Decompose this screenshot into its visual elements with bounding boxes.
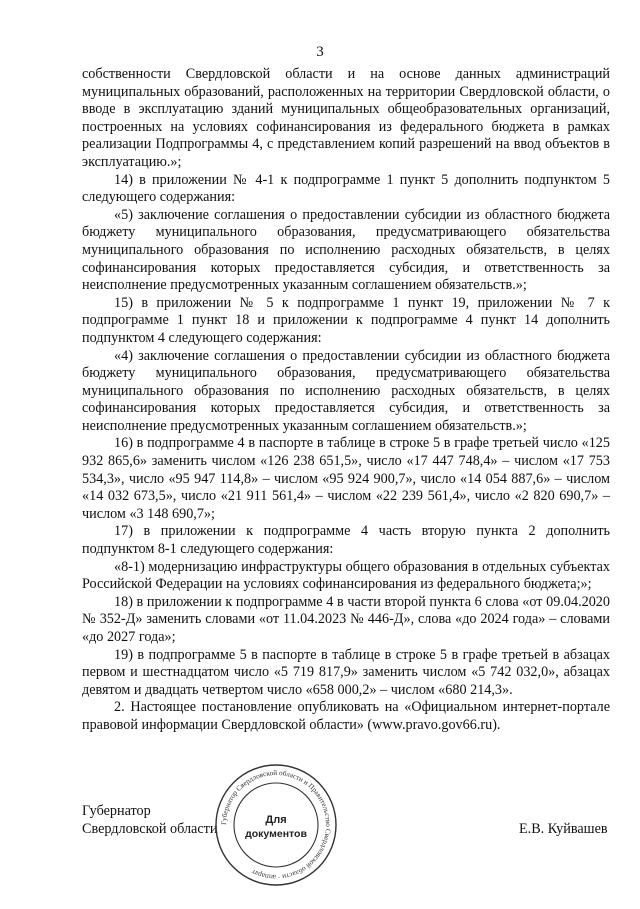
paragraph: «8-1) модернизацию инфраструктуры общего образования в отдельных субъектах Российской Федерации на условиях софинансирования из федерального бюджета;»; bbox=[82, 558, 610, 593]
paragraph: 18) в приложении к подпрограмме 4 в части второй пункта 6 слова «от 09.04.2020 № 352-Д» заменить словами «от 11.04.2023 № 446-Д», слова «до 2024 года» – словами «до 2027 года»; bbox=[82, 593, 610, 645]
stamp-center-line2: документов bbox=[245, 828, 307, 840]
paragraph: «4) заключение соглашения о предоставлении субсидии из областного бюджета бюджету муниципального образования, предусматривающего обязательства муниципального образования по исполнению расходных обязательств, в целях софинансирования которых предоставляется субсидия, и ответственность за неисполнение предусмотренных указанным соглашением обязательств.»; bbox=[82, 347, 610, 434]
paragraph: 2. Настоящее постановление опубликовать на «Официальном интернет-портале правовой информации Свердловской области» (www.pravo.gov66.ru). bbox=[82, 699, 610, 733]
paragraph: 16) в подпрограмме 4 в паспорте в таблице в строке 5 в графе третьей число «125 932 865,6» заменить числом «126 238 651,5», число «17 447 748,4» – числом «17 753 534,3», число «95 947 114,8» – числом «95 924 900,7», число «14 054 887,6» – числом «14 032 673,5», число «21 911 561,4» – числом «22 239 561,4», число «2 820 690,7» – числом «3 148 690,7»; bbox=[82, 435, 610, 522]
paragraph: 17) в приложении к подпрограмме 4 часть вторую пункта 2 дополнить подпунктом 8-1 следующего содержания: bbox=[82, 523, 610, 558]
stamp-ring-text: Губернатор Свердловской области и Правительство Свердловской области · аппарат bbox=[219, 768, 333, 882]
signatory-name: Е.В. Куйвашев bbox=[519, 821, 608, 837]
paragraph: «5) заключение соглашения о предоставлении субсидии из областного бюджета бюджету муниципального образования, предусматривающего обязательства муниципального образования по исполнению расходных обязательств, в целях софинансирования которых предоставляется субсидия, и ответственность за неисполнение предусмотренных указанным соглашением обязательств.»; bbox=[82, 206, 610, 294]
paragraph: 15) в приложении № 5 к подпрограмме 1 пункт 19, приложении № 7 к подпрограмме 1 пункт 18 и приложении к подпрограмме 4 пункт 14 дополнить подпунктом 4 следующего содержания: bbox=[82, 294, 610, 346]
signatory-region: Свердловской области bbox=[82, 821, 218, 837]
official-stamp bbox=[214, 763, 338, 887]
paragraph: 19) в подпрограмме 5 в паспорте в таблице в строке 5 в графе третьей в абзацах первом и шестнадцатом число «5 719 817,9» заменить числом «5 742 032,0», абзацах девятом и двадцать четвертом число «658 000,2» – числом «680 214,3». bbox=[82, 646, 610, 698]
stamp-center-line1: Для bbox=[265, 814, 287, 826]
signatory-title: Губернатор bbox=[82, 803, 151, 819]
paragraph: 14) в приложении № 4-1 к подпрограмме 1 пункт 5 дополнить подпунктом 5 следующего содержания: bbox=[82, 171, 610, 206]
page-number: 3 bbox=[316, 44, 324, 60]
paragraph: собственности Свердловской области и на основе данных администраций муниципальных образований, расположенных на территории Свердловской области, о вводе в эксплуатацию зданий муниципальных общеобразовательных организаций, построенных на условиях софинансирования из федерального бюджета в рамках реализации Подпрограммы 4, с представлением копий разрешений на ввод объектов в эксплуатацию.»; bbox=[82, 66, 610, 170]
